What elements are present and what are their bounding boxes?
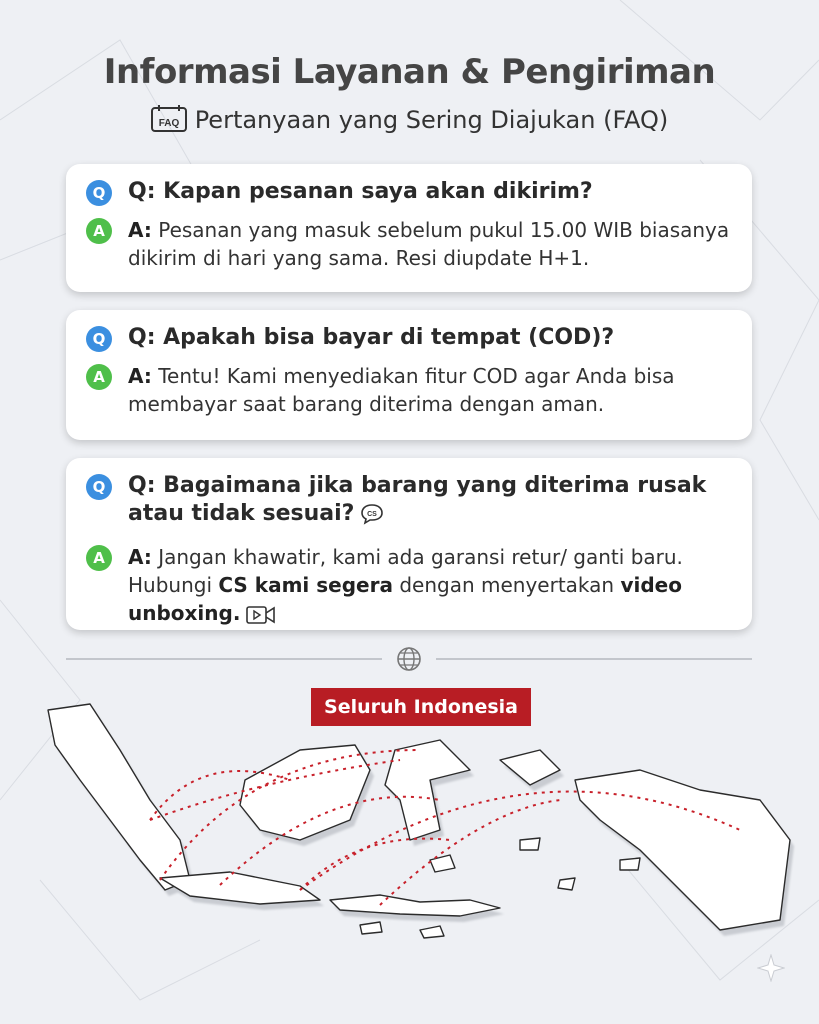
- globe-icon: [396, 646, 422, 676]
- answer-badge: A: [86, 364, 112, 390]
- answer-row: [86, 543, 732, 632]
- indonesia-map: [0, 690, 819, 990]
- region-label: Seluruh Indonesia: [311, 688, 531, 726]
- video-icon: [246, 604, 276, 632]
- faq-card-2: [66, 310, 752, 440]
- section-divider: [66, 646, 752, 672]
- island-sumatra: [48, 704, 190, 890]
- question-text: Q: Kapan pesanan saya akan dikirim?: [128, 179, 593, 204]
- answer-text: A: Jangan khawatir, kami ada garansi retur/ ganti baru. Hubungi CS kami segera dengan menyertakan video unboxing.: [128, 543, 732, 632]
- island-nusa-tenggara: [330, 895, 500, 916]
- page-title: Informasi Layanan & Pengiriman: [103, 52, 716, 92]
- question-badge: Q: [86, 474, 112, 500]
- question-badge: Q: [86, 180, 112, 206]
- answer-badge: A: [86, 545, 112, 571]
- question-text: Q: Apakah bisa bayar di tempat (COD)?: [128, 325, 615, 350]
- faq-icon: [151, 104, 187, 138]
- faq-card-1: [66, 164, 752, 292]
- page-subtitle: [0, 104, 819, 138]
- island-kalimantan: [240, 745, 370, 840]
- answer-text: A: Pesanan yang masuk sebelum pukul 15.00 WIB biasanya dikirim di hari yang sama. Resi diupdate H+1.: [128, 218, 730, 270]
- faq-icon-label: FAQ: [158, 118, 179, 129]
- answer-text: A: Tentu! Kami menyediakan fitur COD agar Anda bisa membayar saat barang diterima dengan aman.: [128, 364, 675, 416]
- chat-cs-icon: [360, 503, 384, 533]
- island-java: [160, 872, 320, 904]
- faq-card-3: [66, 458, 752, 630]
- cs-icon-label: CS: [367, 511, 378, 518]
- question-row: [86, 178, 732, 206]
- sparkle-icon: [757, 954, 785, 986]
- island-sulawesi: [385, 740, 470, 840]
- answer-badge: A: [86, 218, 112, 244]
- question-text: Q: Bagaimana jika barang yang diterima rusak atau tidak sesuai? CS: [128, 472, 732, 533]
- question-badge: Q: [86, 326, 112, 352]
- answer-row: [86, 216, 732, 272]
- island-maluku: [500, 750, 560, 785]
- subtitle-text: Pertanyaan yang Sering Diajukan (FAQ): [194, 106, 669, 134]
- question-row: [86, 472, 732, 533]
- answer-row: [86, 362, 732, 418]
- question-row: [86, 324, 732, 352]
